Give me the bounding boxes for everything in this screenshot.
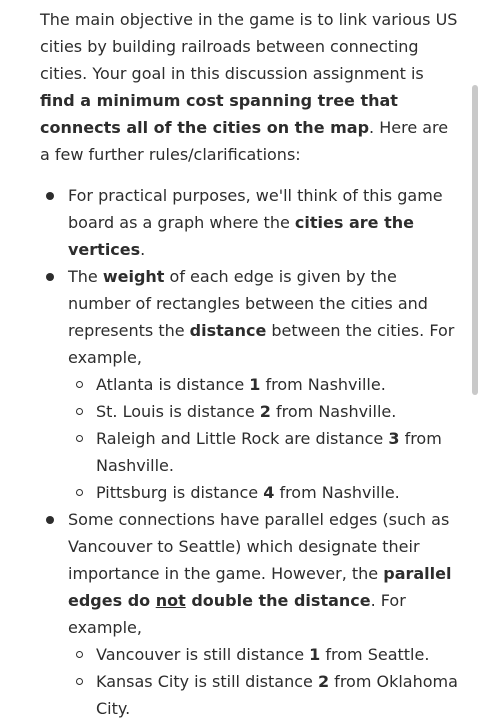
rule-item-weight [40, 263, 460, 506]
rule-graph-text-2: . [140, 240, 146, 259]
rule-item-graph [40, 182, 460, 263]
example-text: from Seattle. [320, 645, 430, 664]
example-text: from Oklahoma City. [96, 672, 458, 718]
rules-list [40, 182, 460, 722]
example-text: from Nashville. [274, 483, 400, 502]
intro-paragraph [40, 6, 460, 168]
example-text: Atlanta is distance [96, 375, 250, 394]
example-text: from Nashville. [96, 429, 442, 475]
rule-weight-bold-weight: weight [102, 267, 165, 286]
rule-parallel-text-2: . For example, [68, 591, 406, 637]
rule-graph-text-1: For practical purposes, we'll think of this game board as a graph where the [68, 186, 443, 232]
weight-example-item [68, 398, 460, 425]
rule-weight-text-1: The [68, 267, 103, 286]
weight-examples-list [68, 371, 460, 506]
weight-example-item [68, 371, 460, 398]
example-distance: 1 [249, 375, 261, 394]
parallel-example-item [68, 668, 460, 722]
example-text: St. Louis is distance [96, 402, 260, 421]
example-text: Raleigh and Little Rock are distance [96, 429, 389, 448]
weight-example-item [68, 479, 460, 506]
rule-parallel-underline-not: not [155, 591, 186, 610]
example-text: from Nashville. [270, 402, 397, 421]
rule-weight-text-2: of each edge is given by the number of rectangles between the cities and represents the [68, 267, 428, 340]
rule-item-parallel-edges [40, 506, 460, 722]
example-text: from Nashville. [260, 375, 386, 394]
intro-text-1: The main objective in the game is to link various US cities by building railroads between connecting cities. Your goal in this discussion assignment is [40, 10, 458, 83]
rule-weight-bold-distance: distance [189, 321, 267, 340]
parallel-examples-list [68, 641, 460, 722]
example-distance: 2 [259, 402, 271, 421]
discussion-content [40, 6, 460, 722]
example-distance: 1 [309, 645, 321, 664]
intro-text-2: . Here are a few further rules/clarifications: [40, 118, 449, 164]
example-distance: 2 [317, 672, 330, 691]
example-distance: 4 [263, 483, 275, 502]
example-text: Vancouver is still distance [96, 645, 310, 664]
example-distance: 3 [388, 429, 400, 448]
rule-graph-bold: cities are the vertices [68, 213, 414, 259]
example-text: Kansas City is still distance [96, 672, 318, 691]
rule-parallel-text-1: Some connections have parallel edges (such as Vancouver to Seattle) which designate their importance in the game. However, the [68, 510, 450, 583]
scrollbar-thumb[interactable] [472, 85, 478, 395]
rule-parallel-bold-2: double the distance [185, 591, 371, 610]
vertical-scrollbar[interactable] [469, 0, 481, 700]
intro-goal-bold: find a minimum cost spanning tree that connects all of the cities on the map [40, 91, 398, 137]
rule-parallel-bold-1: parallel edges do [68, 564, 452, 610]
weight-example-item [68, 425, 460, 479]
rule-weight-text-3: between the cities. For example, [68, 321, 455, 367]
example-text: Pittsburg is distance [96, 483, 264, 502]
parallel-example-item [68, 641, 460, 668]
